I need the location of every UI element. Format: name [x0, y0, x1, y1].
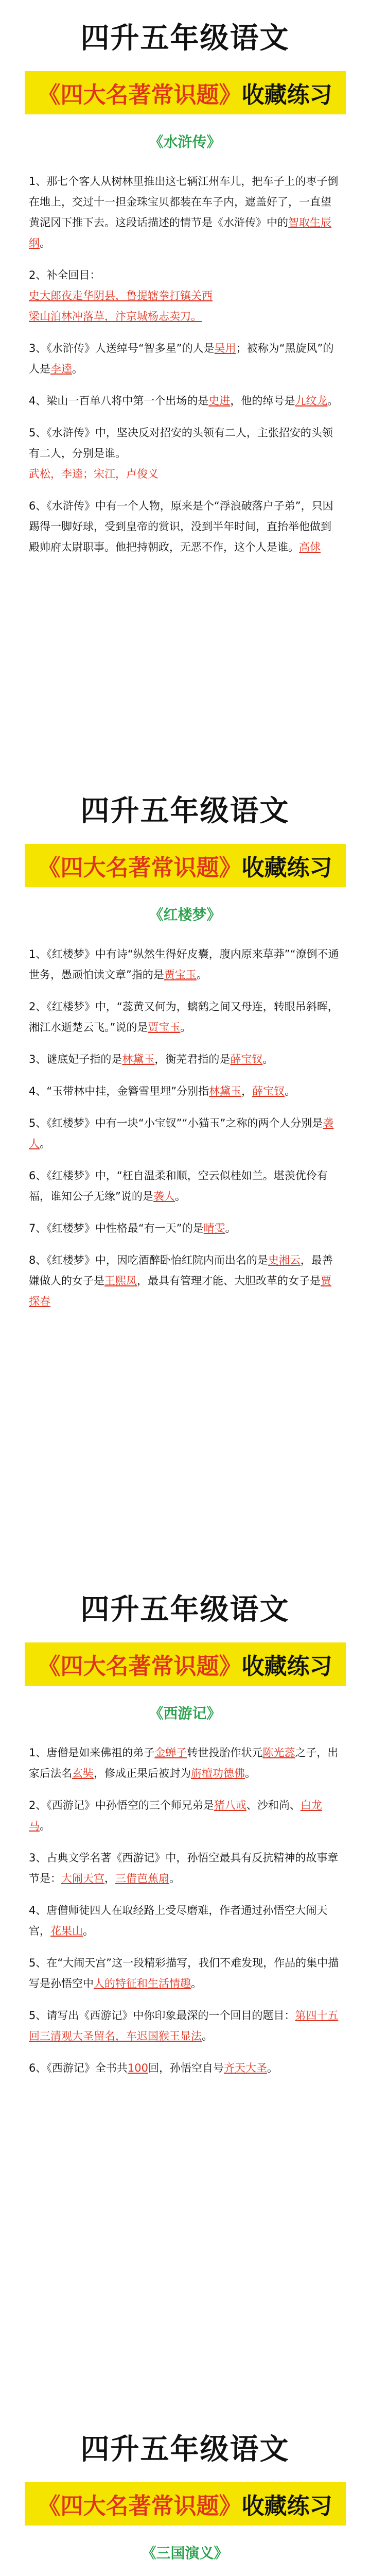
question: 1、那七个客人从树林里推出这七辆江州车儿，把车子上的枣子倒在地上，交过十一担金珠宝贝都装在车子内，遮盖好了，一直望黄泥冈下推下去。这段话描述的情节是《水浒传》中的智取生辰纲。 [29, 175, 339, 249]
question: 1、唐僧是如来佛祖的弟子金蝉子转世投胎作状元陈光蕊之子，出家后法名玄奘，修成正果后被封为旃檀功德佛。 [29, 1747, 339, 1780]
section-subtitle: 《四大名著常识题》收藏练习 [25, 844, 346, 887]
question: 6、《西游记》全书共100回，孙悟空自号齐天大圣。 [29, 2062, 278, 2074]
section-subtitle: 《四大名著常识题》收藏练习 [25, 1642, 346, 1686]
section-shuihu [0, 0, 370, 569]
question: 3、谜底妃子指的是林黛玉，衡芜君指的是薛宝钗。 [29, 1053, 274, 1065]
question: 2、《红楼梦》中，“蕊黄又何为，螭鹤之间又母连，转眼吊斜晖，湘江水逝楚云飞。”说的是贾宝玉。 [29, 1001, 339, 1033]
question: 5、《红楼梦》中有一块“小宝钗”“小猫玉”之称的两个人分别是袭人。 [29, 1117, 334, 1150]
question-list [0, 151, 370, 557]
question: 4、“玉带林中挂，金簪雪里埋”分别指林黛玉，薛宝钗。 [29, 1085, 296, 1097]
book-title: 《水浒传》 [149, 133, 221, 150]
section-subtitle [25, 71, 346, 114]
question: 1、《红楼梦》中有诗“纵然生得好皮囊，腹内原来草莽”“潦倒不通世务，愚顽怕读文章”指的是贾宝玉。 [29, 948, 339, 981]
section-subtitle: 《四大名著常识题》收藏练习 [25, 2482, 346, 2526]
question: 6、《水浒传》中有一个人物，原来是个“浮浪破落户子弟”，只因踢得一脚好球，受到皇帝的赏识，没到半年时间，直抬举他做到殿帅府太尉职事。他把持朝政，无恶不作，这个人是谁。高俅 [29, 500, 333, 553]
section-title: 四升五年级语文 [80, 1593, 290, 1626]
section-honglou [0, 773, 370, 1323]
question: 3、《水浒传》人送绰号“智多星”的人是吴用；被称为“黑旋风”的人是李逵。 [29, 342, 334, 375]
question: 4、梁山一百单八将中第一个出场的是史进，他的绰号是九纹龙。 [29, 395, 339, 407]
book-title: 《西游记》 [149, 1705, 221, 1722]
section-title: 四升五年级语文 [80, 22, 290, 55]
subtitle-tail: 收藏练习 [241, 82, 332, 108]
question: 5、《水浒传》中，坚决反对招安的头领有二人，主张招安的头领有二人，分别是谁。 武松，李逵；宋江，卢俊义 [29, 427, 333, 480]
subtitle-book: 《四大名著常识题》 [38, 82, 242, 108]
book-title: 《红楼梦》 [149, 906, 221, 923]
question: 2、《西游记》中孙悟空的三个师兄弟是猪八戒、沙和尚、白龙马。 [29, 1799, 322, 1832]
section-title: 四升五年级语文 [80, 2433, 290, 2466]
question-list [0, 924, 370, 1312]
question: 2、补全回目： 史大郎夜走华阴县，鲁提辖拳打镇关西 梁山泊林冲落草，汴京城杨志卖刀。 [29, 269, 213, 323]
question: 5、在“大闹天宫”这一段精彩描写，我们不难发现，作品的集中描写是孙悟空中人的特征和生活情趣。 [29, 1957, 339, 1990]
question: 6、《红楼梦》中，“枉自温柔和顺，空云似桂如兰。堪羡优伶有福，谁知公子无缘”说的是袭人。 [29, 1170, 328, 1202]
question: 4、唐僧师徒四人在取经路上受尽磨难，作者通过孙悟空大闹天宫，花果山。 [29, 1904, 328, 1937]
section-title: 四升五年级语文 [80, 794, 290, 828]
question-list [0, 1723, 370, 2078]
question: 7、《红楼梦》中性格最“有一天”的是晴雯。 [29, 1222, 236, 1234]
question: 5、请写出《西游记》中你印象最深的一个回目的题目：第四十五回三清观大圣留名，车迟国猴王显法。 [29, 2009, 339, 2042]
question: 3、古典文学名著《西游记》中，孙悟空最具有反抗精神的故事章节是：大闹天宫，三借芭蕉扇。 [29, 1852, 339, 1885]
book-title: 《三国演义》 [142, 2545, 228, 2562]
section-xiyou [0, 1571, 370, 2090]
section-sanguo [0, 2411, 370, 2576]
question: 8、《红楼梦》中，因吃酒醉卧怡红院内而出名的是史湘云，最善嫌做人的女子是王熙凤，最具有管理才能、大胆改革的女子是贾探春 [29, 1254, 333, 1308]
question-list [0, 2563, 370, 2576]
